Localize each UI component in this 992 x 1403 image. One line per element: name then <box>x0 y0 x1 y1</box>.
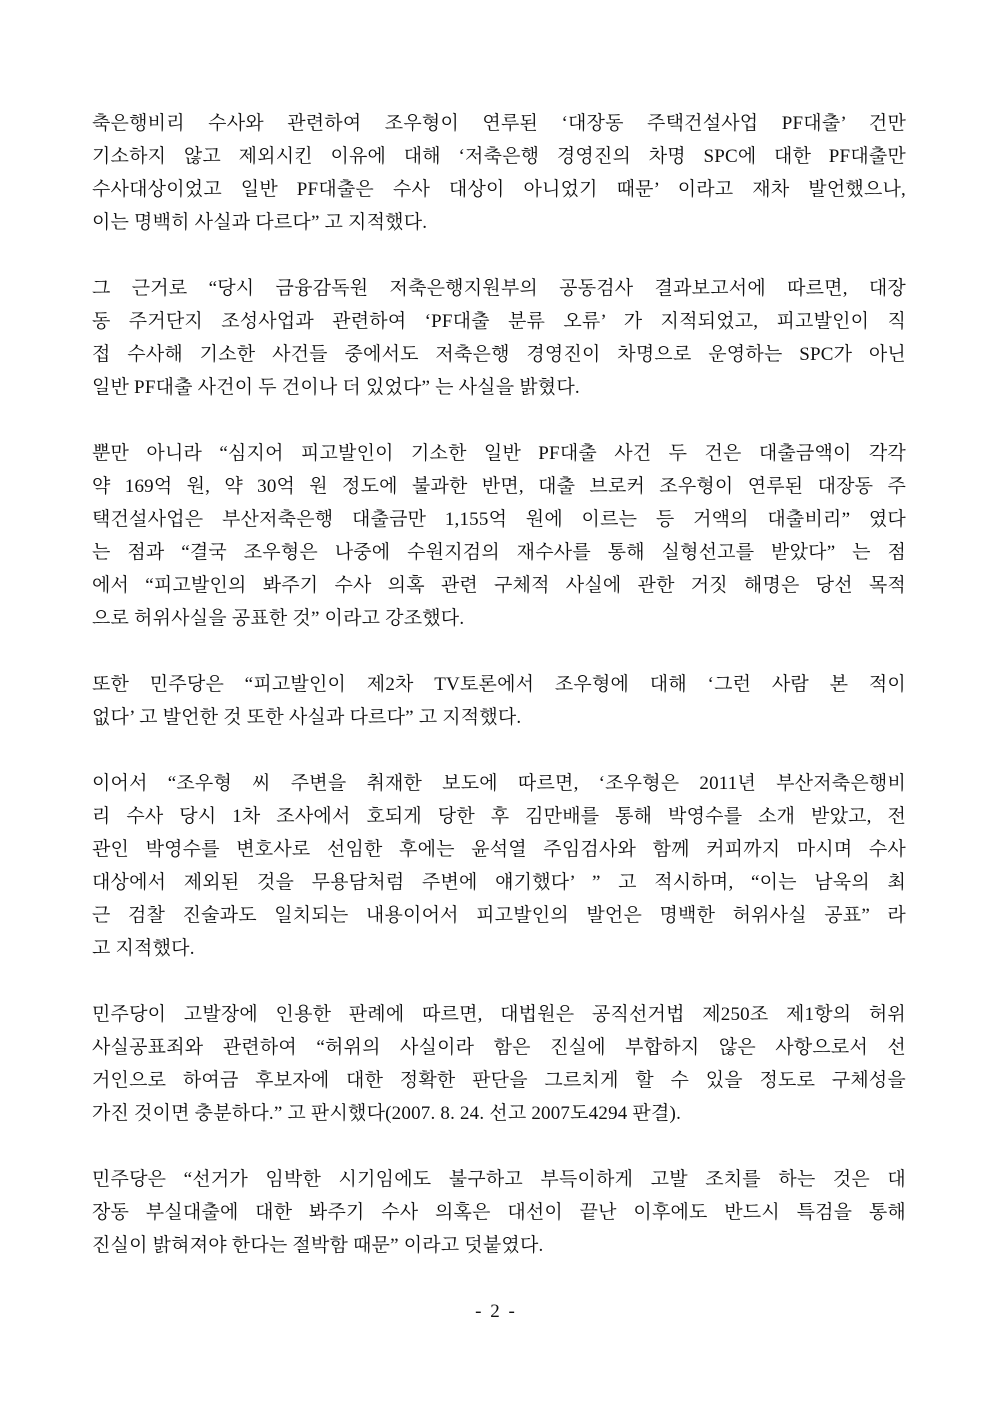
text-line: 거인으로 하여금 후보자에 대한 정확한 판단을 그르치게 할 수 있을 정도로 구체성을 <box>92 1070 906 1091</box>
text-line: 고 지적했다. <box>92 938 195 959</box>
paragraph <box>92 272 906 404</box>
page-number: - 2 - <box>475 1301 517 1322</box>
text-line: 동 주거단지 조성사업과 관련하여 ‘PF대출 분류 오류’ 가 지적되었고, 피고발인이 직 <box>92 311 906 332</box>
text-line: 사실공표죄와 관련하여 “허위의 사실이라 함은 진실에 부합하지 않은 사항으로서 선 <box>92 1037 906 1058</box>
text-line: 으로 허위사실을 공표한 것” 이라고 강조했다. <box>92 608 465 629</box>
paragraph <box>92 107 906 239</box>
paragraph <box>92 668 906 734</box>
text-line: 가진 것이면 충분하다.” 고 판시했다(2007. 8. 24. 선고 2007도4294 판결). <box>92 1103 682 1124</box>
paragraph <box>92 1163 906 1262</box>
text-line: 수사대상이었고 일반 PF대출은 수사 대상이 아니었기 때문’ 이라고 재차 발언했으나, <box>92 179 906 200</box>
text-line: 뿐만 아니라 “심지어 피고발인이 기소한 일반 PF대출 사건 두 건은 대출금액이 각각 <box>92 443 906 464</box>
text-line: 없다’ 고 발언한 것 또한 사실과 다르다” 고 지적했다. <box>92 707 522 728</box>
text-line: 이는 명백히 사실과 다르다” 고 지적했다. <box>92 212 428 233</box>
text-line: 축은행비리 수사와 관련하여 조우형이 연루된 ‘대장동 주택건설사업 PF대출’ 건만 <box>92 113 906 134</box>
text-line: 는 점과 “결국 조우형은 나중에 수원지검의 재수사를 통해 실형선고를 받았다” 는 점 <box>92 542 906 563</box>
text-line: 장동 부실대출에 대한 봐주기 수사 의혹은 대선이 끝난 이후에도 반드시 특검을 통해 <box>92 1202 906 1223</box>
paragraph <box>92 767 906 965</box>
paragraph <box>92 998 906 1130</box>
text-line: 택건설사업은 부산저축은행 대출금만 1,155억 원에 이르는 등 거액의 대출비리” 였다 <box>92 509 906 530</box>
text-line: 또한 민주당은 “피고발인이 제2차 TV토론에서 조우형에 대해 ‘그런 사람 본 적이 <box>92 674 906 695</box>
text-line: 관인 박영수를 변호사로 선임한 후에는 윤석열 주임검사와 함께 커피까지 마시며 수사 <box>92 839 906 860</box>
paragraph <box>92 437 906 635</box>
text-line: 대상에서 제외된 것을 무용담처럼 주변에 얘기했다’ ” 고 적시하며, “이는 남욱의 최 <box>92 872 906 893</box>
text-line: 일반 PF대출 사건이 두 건이나 더 있었다” 는 사실을 밝혔다. <box>92 377 580 398</box>
text-line: 리 수사 당시 1차 조사에서 호되게 당한 후 김만배를 통해 박영수를 소개 받았고, 전 <box>92 806 906 827</box>
text-line: 근 검찰 진술과도 일치되는 내용이어서 피고발인의 발언은 명백한 허위사실 공표” 라 <box>92 905 906 926</box>
document-page <box>92 107 906 1295</box>
text-line: 약 169억 원, 약 30억 원 정도에 불과한 반면, 대출 브로커 조우형이 연루된 대장동 주 <box>92 476 906 497</box>
text-line: 진실이 밝혀져야 한다는 절박함 때문” 이라고 덧붙였다. <box>92 1235 544 1256</box>
text-line: 이어서 “조우형 씨 주변을 취재한 보도에 따르면, ‘조우형은 2011년 부산저축은행비 <box>92 773 906 794</box>
text-line: 민주당은 “선거가 임박한 시기임에도 불구하고 부득이하게 고발 조치를 하는 것은 대 <box>92 1169 906 1190</box>
text-line: 그 근거로 “당시 금융감독원 저축은행지원부의 공동검사 결과보고서에 따르면, 대장 <box>92 278 906 299</box>
text-line: 기소하지 않고 제외시킨 이유에 대해 ‘저축은행 경영진의 차명 SPC에 대한 PF대출만 <box>92 146 906 167</box>
text-line: 접 수사해 기소한 사건들 중에서도 저축은행 경영진이 차명으로 운영하는 SPC가 아닌 <box>92 344 906 365</box>
text-line: 민주당이 고발장에 인용한 판례에 따르면, 대법원은 공직선거법 제250조 제1항의 허위 <box>92 1004 906 1025</box>
text-line: 에서 “피고발인의 봐주기 수사 의혹 관련 구체적 사실에 관한 거짓 해명은 당선 목적 <box>92 575 906 596</box>
